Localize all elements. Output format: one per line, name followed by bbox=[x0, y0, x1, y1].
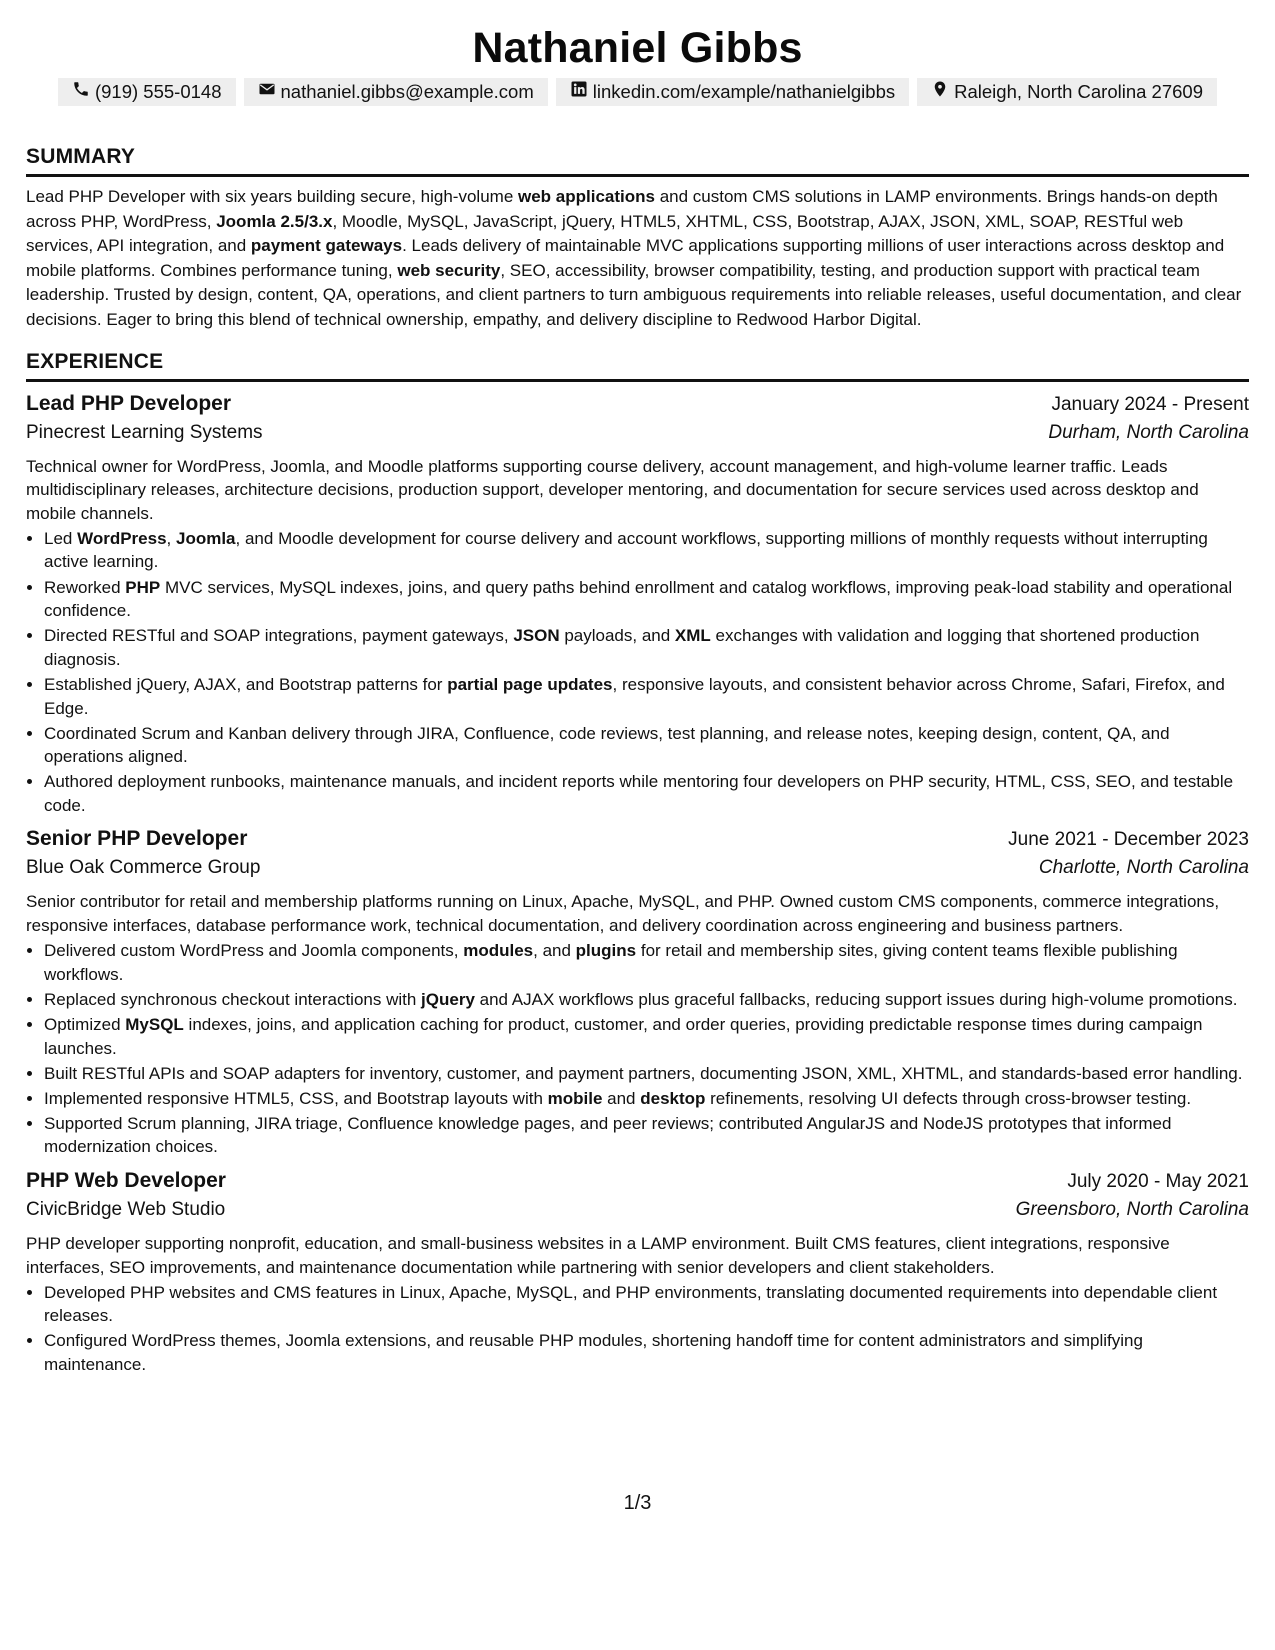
text-run: , Moodle, MySQL, JavaScript, jQuery, HTML5, XHTML, CSS, Bootstrap, AJAX, JSON, XML, SOAP, RESTful web services, API integration, and bbox=[26, 211, 1184, 256]
bold-keyword: Joomla 2.5/3.x bbox=[216, 211, 333, 231]
bold-keyword: Joomla bbox=[176, 528, 236, 548]
text-run: Authored deployment runbooks, maintenance manuals, and incident reports while mentoring four developers on PHP security, HTML, CSS, SEO, and testable code. bbox=[44, 772, 1234, 815]
text-run: Directed RESTful and SOAP integrations, payment gateways, bbox=[44, 626, 514, 646]
page-number: 1/3 bbox=[623, 1492, 652, 1514]
phone-icon bbox=[72, 78, 90, 106]
contact-linkedin[interactable] bbox=[556, 78, 909, 106]
email-text: nathaniel.gibbs@example.com bbox=[280, 81, 534, 102]
bold-keyword: jQuery bbox=[421, 989, 475, 1009]
bold-keyword: partial page updates bbox=[447, 674, 613, 694]
text-run: , and bbox=[533, 941, 576, 961]
text-run: Led bbox=[44, 528, 78, 548]
text-run: refinements, resolving UI defects through cross-browser testing. bbox=[705, 1088, 1192, 1108]
bold-keyword: payment gateways bbox=[250, 236, 403, 256]
text-run: indexes, joins, and application caching for product, customer, and order queries, providing predictable response times during campaign launches. bbox=[44, 1014, 1203, 1058]
bold-keyword: desktop bbox=[640, 1088, 706, 1108]
bold-keyword: JSON bbox=[513, 626, 560, 646]
bullet-item bbox=[44, 1087, 1249, 1111]
text-run: and AJAX workflows plus graceful fallbacks, reducing support issues during high-volume promotions. bbox=[474, 989, 1238, 1009]
job-location: Durham, North Carolina bbox=[1048, 421, 1249, 443]
text-run: Lead PHP Developer with six years building secure, high-volume bbox=[26, 187, 518, 206]
job-location: Greensboro, North Carolina bbox=[1015, 1199, 1249, 1220]
bullet-item bbox=[44, 770, 1249, 817]
bold-keyword: web applications bbox=[518, 187, 655, 206]
phone-text: (919) 555-0148 bbox=[94, 81, 222, 102]
job-description: Senior contributor for retail and membership platforms running on Linux, Apache, MySQL, and PHP. Owned custom CMS components, commerce integrations, responsive interfaces, database performance work, technical documentation, and delivery coordination across engineering and business partners. bbox=[26, 892, 1220, 936]
text-run: Reworked bbox=[44, 577, 126, 597]
bold-keyword: web security bbox=[397, 260, 501, 280]
bold-keyword: mobile bbox=[547, 1088, 603, 1108]
experience-list bbox=[26, 392, 1249, 1377]
map-marker-icon bbox=[931, 78, 949, 106]
job-entry bbox=[26, 392, 1249, 818]
contact-location bbox=[917, 78, 1217, 106]
bullet-item bbox=[44, 1281, 1249, 1328]
bullet-item bbox=[44, 527, 1249, 574]
job-bullets bbox=[26, 939, 1249, 1159]
job-company: Pinecrest Learning Systems bbox=[26, 421, 263, 443]
bold-keyword: modules bbox=[463, 941, 534, 961]
text-run: Replaced synchronous checkout interactions with bbox=[44, 989, 422, 1009]
job-title: PHP Web Developer bbox=[26, 1169, 226, 1192]
text-run: Built RESTful APIs and SOAP adapters for inventory, customer, and payment partners, documenting JSON, XML, XHTML, and standards-based error handling. bbox=[44, 1063, 1243, 1083]
text-run: and bbox=[602, 1088, 641, 1108]
job-entry bbox=[26, 1169, 1249, 1377]
bold-keyword: XML bbox=[674, 626, 711, 646]
bullet-item bbox=[44, 1062, 1249, 1086]
bullet-item bbox=[44, 1329, 1249, 1376]
text-run: Configured WordPress themes, Joomla extensions, and reusable PHP modules, shortening handoff time for content administrators and simplifying maintenance. bbox=[44, 1331, 1143, 1374]
candidate-name: Nathaniel Gibbs bbox=[472, 24, 803, 72]
job-company: CivicBridge Web Studio bbox=[26, 1199, 226, 1220]
job-title: Lead PHP Developer bbox=[26, 391, 232, 415]
text-run: Implemented responsive HTML5, CSS, and Bootstrap layouts with bbox=[44, 1088, 548, 1108]
job-location: Charlotte, North Carolina bbox=[1038, 857, 1249, 879]
bullet-item bbox=[44, 988, 1249, 1012]
job-description: Technical owner for WordPress, Joomla, and Moodle platforms supporting course delivery, account management, and high-volume learner traffic. Leads multidisciplinary releases, architecture decisions, production support, developer mentoring, and documentation for secure services used across desktop and mobile channels. bbox=[26, 456, 1199, 523]
text-run: Supported Scrum planning, JIRA triage, Confluence knowledge pages, and peer reviews; contributed AngularJS and NodeJS prototypes that informed modernization choices. bbox=[44, 1113, 1172, 1157]
text-run: payloads, and bbox=[559, 626, 675, 646]
bullet-item bbox=[44, 576, 1249, 623]
job-entry bbox=[26, 827, 1249, 1159]
bullet-item bbox=[44, 722, 1249, 769]
text-run: Coordinated Scrum and Kanban delivery through JIRA, Confluence, code reviews, test planning, and release notes, keeping design, content, QA, and operations aligned. bbox=[44, 723, 1170, 767]
job-bullets bbox=[26, 1281, 1249, 1377]
bold-keyword: WordPress bbox=[77, 528, 167, 548]
job-dates: July 2020 - May 2021 bbox=[1067, 1171, 1249, 1192]
text-run: MVC services, MySQL indexes, joins, and query paths behind enrollment and catalog workflows, improving peak-load stability and operational confidence. bbox=[44, 577, 1233, 621]
resume-page bbox=[26, 0, 1249, 1650]
linkedin-text: linkedin.com/example/nathanielgibbs bbox=[592, 81, 896, 102]
bullet-item bbox=[44, 1013, 1249, 1060]
text-run: . Leads delivery of maintainable MVC applications supporting millions of user interactions across desktop and mobile platforms. Combines performance tuning, bbox=[26, 236, 1225, 280]
job-company: Blue Oak Commerce Group bbox=[26, 857, 261, 879]
bullet-item bbox=[44, 939, 1249, 986]
text-run: Established jQuery, AJAX, and Bootstrap patterns for bbox=[44, 674, 448, 694]
bullet-item bbox=[44, 1112, 1249, 1159]
contact-bar bbox=[26, 78, 1249, 106]
bold-keyword: plugins bbox=[575, 941, 637, 961]
summary-text bbox=[26, 185, 1249, 333]
text-run: , bbox=[166, 528, 176, 548]
text-run: Developed PHP websites and CMS features in Linux, Apache, MySQL, and PHP environments, translating documented requirements into dependable client releases. bbox=[44, 1282, 1218, 1326]
bullet-item bbox=[44, 673, 1249, 720]
bold-keyword: PHP bbox=[125, 577, 161, 597]
envelope-icon bbox=[258, 78, 276, 106]
summary-heading: SUMMARY bbox=[26, 144, 1249, 177]
text-run: and custom CMS solutions in LAMP environments. Brings hands-on depth across PHP, WordPress, bbox=[26, 187, 1218, 231]
bold-keyword: MySQL bbox=[125, 1014, 184, 1034]
contact-phone bbox=[58, 78, 236, 106]
job-description: PHP developer supporting nonprofit, education, and small-business websites in a LAMP environment. Built CMS features, client integrations, responsive interfaces, SEO improvements, and maintenance documentation while partnering with senior developers and client stakeholders. bbox=[26, 1234, 1170, 1277]
job-title: Senior PHP Developer bbox=[26, 827, 248, 851]
text-run: , and Moodle development for course delivery and account workflows, supporting millions of monthly requests without interrupting active learning. bbox=[44, 528, 1208, 572]
text-run: , responsive layouts, and consistent behavior across Chrome, Safari, Firefox, and Edge. bbox=[44, 674, 1225, 718]
bullet-item bbox=[44, 624, 1249, 671]
text-run: Optimized bbox=[44, 1014, 126, 1034]
job-bullets bbox=[26, 527, 1249, 818]
experience-heading: EXPERIENCE bbox=[26, 349, 1249, 382]
text-run: for retail and membership sites, giving content teams flexible publishing workflows. bbox=[44, 941, 1178, 984]
location-text: Raleigh, North Carolina 27609 bbox=[954, 81, 1203, 102]
linkedin-icon bbox=[570, 78, 588, 106]
text-run: exchanges with validation and logging that shortened production diagnosis. bbox=[44, 626, 1200, 669]
text-run: Delivered custom WordPress and Joomla components, bbox=[44, 941, 464, 961]
text-run: , SEO, accessibility, browser compatibility, testing, and production support with practical team leadership. Trusted by design, content, QA, operations, and client partners to turn ambiguous requirements into reliable releases, useful documentation, and clear decisions. Eager to bring this blend of technical ownership, empathy, and delivery discipline to Redwood Harbor Digital. bbox=[26, 260, 1242, 329]
job-dates: June 2021 - December 2023 bbox=[1008, 829, 1249, 851]
job-dates: January 2024 - Present bbox=[1051, 393, 1249, 415]
contact-email[interactable] bbox=[244, 78, 548, 106]
